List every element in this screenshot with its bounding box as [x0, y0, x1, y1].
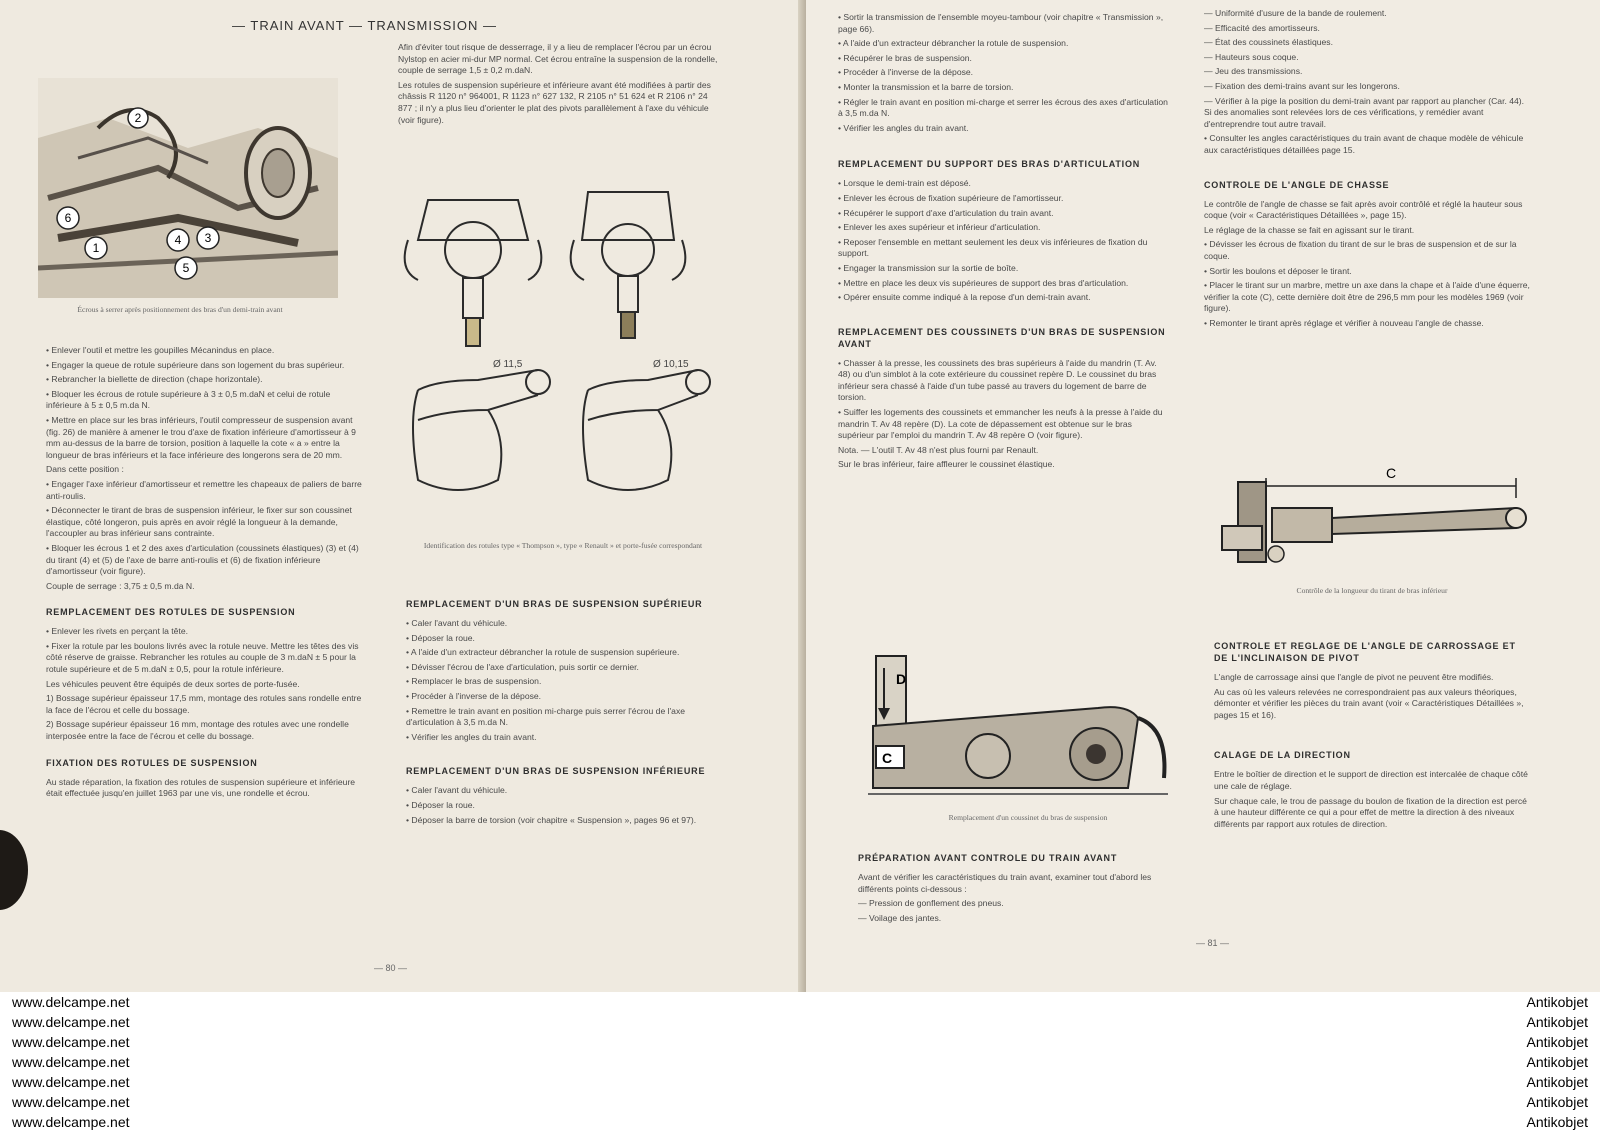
figure4-caption: Contrôle de la longueur du tirant de bras inférieur [1296, 586, 1448, 595]
paragraph: • Enlever l'outil et mettre les goupilles Mécanindus en place. [46, 345, 275, 355]
right-column-3-top [838, 12, 1170, 474]
section-heading: CONTROLE DE L'ANGLE DE CHASSE [1204, 179, 1390, 190]
paragraph: • Consulter les angles caractéristiques du train avant de chaque modèle de véhicule aux caractéristiques détaillées page 15. [1204, 133, 1524, 155]
paragraph: — Hauteurs sous coque. [1204, 51, 1299, 62]
paragraph: • Engager la queue de rotule supérieure dans son logement du bras supérieur. [46, 359, 345, 370]
paragraph: • Sortir la transmission de l'ensemble moyeu-tambour (voir chapitre « Transmission », page 66). [838, 12, 1164, 34]
paragraph: • Engager l'axe inférieur d'amortisseur et remettre les chapeaux de paliers de barre anti-roulis. [46, 478, 362, 501]
fig1-label-6: 6 [64, 211, 72, 225]
right-page [806, 0, 1600, 992]
watermark-line: Antikobjet [1526, 1034, 1588, 1050]
paragraph: — Pression de gonflement des pneus. [858, 898, 1004, 909]
paragraph: Le contrôle de l'angle de chasse se fait après avoir contrôlé et réglé la hauteur sous coque (voir « Caractéristiques Détaillées », page 15). [1204, 198, 1523, 221]
paragraph: — État des coussinets élastiques. [1204, 37, 1333, 48]
paragraph: • Régler le train avant en position mi-charge et serrer les écrous des axes d'articulation à 3,5 m.da N. [838, 96, 1168, 119]
paragraph: • Déposer la roue. [406, 799, 475, 810]
watermark-line: www.delcampe.net [12, 1114, 130, 1130]
paragraph: Dans cette position : [46, 464, 124, 475]
paragraph: • Enlever les axes supérieur et inférieur d'articulation. [838, 222, 1041, 233]
paragraph: • Placer le tirant sur un marbre, mettre un axe dans la chape et à l'aide d'une équerre, vérifier la cote (C), cette dernière doit être de 296,5 mm pour les modèles 1969 (voir figure). [1204, 280, 1530, 314]
paragraph: • Monter la transmission et la barre de torsion. [838, 81, 1014, 92]
watermark-line: Antikobjet [1526, 1094, 1588, 1110]
right-column-3-bottom [858, 852, 1188, 927]
paragraph: — Jeu des transmissions. [1204, 66, 1303, 77]
fig1-label-5: 5 [182, 261, 190, 275]
fig2-label-left: Ø 11,5 [493, 359, 523, 370]
paragraph: • Reposer l'ensemble en mettant seulement les deux vis inférieures de fixation du support. [838, 236, 1148, 259]
watermark-line: www.delcampe.net [12, 1054, 130, 1070]
paragraph: • Sortir les boulons et déposer le tirant. [1204, 265, 1352, 276]
figure3-caption: Remplacement d'un coussinet du bras de suspension [948, 813, 1108, 822]
fig2-label-right: Ø 10,15 [653, 359, 689, 370]
paragraph: • Opérer ensuite comme indiqué à la repose d'un demi-train avant. [838, 292, 1091, 303]
paragraph: • Suiffer les logements des coussinets et emmancher les neufs à la presse à l'aide du mandrin T. Av 48 repère (D). La cote de dépassement est obtenue sur le bras supérieur par l'emploi du mandrin T. Av 48 repère O (voir figure). [838, 407, 1163, 441]
ball-joint-drawing [398, 180, 718, 520]
paragraph: • A l'aide d'un extracteur débrancher la rotule de suspension supérieure. [406, 647, 680, 658]
paragraph: Sur chaque cale, le trou de passage du boulon de fixation de la direction est percé à une hauteur différente ce qui a pour effet de mettre la direction à des niveaux différents par rapport aux rotules de direction. [1214, 795, 1527, 829]
paragraph: Le réglage de la chasse se fait en agissant sur le tirant. [1204, 224, 1415, 235]
paragraph: — Vérifier à la pige la position du demi-train avant par rapport au plancher (Car. 44). Si des anomalies sont relevées lors de ces vérifications, y remédier avant d'entreprendre tout autre travail. [1204, 95, 1525, 129]
section-heading: CONTROLE ET REGLAGE DE L'ANGLE DE CARROSSAGE ET DE L'INCLINAISON DE PIVOT [1214, 641, 1516, 663]
paragraph: • A l'aide d'un extracteur débrancher la rotule de suspension. [838, 38, 1069, 49]
paragraph: — Fixation des demi-trains avant sur les longerons. [1204, 80, 1400, 91]
fig3-label-c: C [882, 750, 893, 766]
paragraph: • Remplacer le bras de suspension. [406, 676, 542, 687]
paragraph: Avant de vérifier les caractéristiques du train avant, examiner tout d'abord les différents points ci-dessous : [858, 872, 1152, 894]
paragraph: L'angle de carrossage ainsi que l'angle de pivot ne peuvent être modifiés. [1214, 672, 1494, 682]
paragraph: Au cas où les valeurs relevées ne correspondraient pas aux valeurs théoriques, démonter et vérifier les pièces du train avant (voir « Caractéristiques Détaillées », pages 15 et 16). [1214, 686, 1524, 720]
page-number: — 80 — [374, 963, 408, 973]
paragraph: Nota. — L'outil T. Av 48 n'est plus fourni par Renault. [838, 444, 1039, 455]
paragraph: • Enlever les écrous de fixation supérieure de l'amortisseur. [838, 192, 1064, 203]
paragraph: Sur le bras inférieur, faire affleurer le coussinet élastique. [838, 459, 1055, 470]
bushing-press-drawing [868, 648, 1188, 806]
watermark-line: www.delcampe.net [12, 1034, 130, 1050]
paragraph: • Chasser à la presse, les coussinets des bras supérieurs à l'aide du mandrin (T. Av. 48) ou d'un simblot à la cote extérieure du coussinet repère D. Le coussinet du bras inférieur sera chassé à l'aide d'un tube passé au travers du logement de barre de torsion. [838, 357, 1157, 403]
fig1-label-2: 2 [134, 111, 142, 125]
paragraph: • Engager la transmission sur la sortie de boîte. [838, 262, 1019, 273]
section-heading: REMPLACEMENT D'UN BRAS DE SUSPENSION SUPÉRIEUR [406, 599, 703, 609]
section-heading: CALAGE DE LA DIRECTION [1214, 750, 1351, 761]
figure2-caption: Identification des rotules type « Thompson », type « Renault » et porte-fusée correspondant [423, 541, 703, 550]
fig3-label-d: D [896, 671, 907, 687]
paragraph: • Procéder à l'inverse de la dépose. [838, 67, 974, 78]
section-heading: REMPLACEMENT DES ROTULES DE SUSPENSION [46, 607, 296, 618]
right-column-4-bottom [1214, 640, 1532, 833]
watermark-line: www.delcampe.net [12, 1074, 130, 1090]
figure1-caption: Écrous à serrer après positionnement des bras d'un demi-train avant [77, 305, 283, 314]
fig1-label-1: 1 [92, 241, 100, 255]
paragraph: • Vérifier les angles du train avant. [838, 122, 969, 133]
section-heading: FIXATION DES ROTULES DE SUSPENSION [46, 757, 258, 768]
watermark-line: www.delcampe.net [12, 994, 130, 1010]
watermark-line: Antikobjet [1526, 1054, 1588, 1070]
paragraph: • Caler l'avant du véhicule. [406, 785, 508, 796]
paragraph: • Mettre en place sur les bras inférieurs, l'outil compresseur de suspension avant (fig. 26) de manière à amener le trou d'axe de fixation inférieure d'amortisseur à 9 mm au-dessus de la barre de torsion, position à laquelle la cote « a » entre la longueur de bras inférieurs et la face inférieure des longerons sera de 20 mm. [46, 414, 356, 460]
watermark-line: www.delcampe.net [12, 1014, 130, 1030]
watermark-left [12, 992, 130, 1132]
suspension-photo [38, 78, 338, 298]
paragraph: 2) Bossage supérieur épaisseur 16 mm, montage des rotules avec une rondelle interposée entre la face de l'écrou et celle du bossage. [46, 719, 349, 742]
binding-shadow [0, 830, 28, 910]
paragraph: Les véhicules peuvent être équipés de deux sortes de porte-fusée. [46, 678, 300, 689]
paragraph: • Lorsque le demi-train est déposé. [838, 178, 971, 189]
paragraph: • Caler l'avant du véhicule. [406, 618, 508, 628]
paragraph: • Remonter le tirant après réglage et vérifier à nouveau l'angle de chasse. [1204, 317, 1484, 328]
watermark-line: Antikobjet [1526, 1014, 1588, 1030]
paragraph: • Rebrancher la biellette de direction (chape horizontale). [46, 374, 263, 385]
paragraph: — Efficacité des amortisseurs. [1204, 22, 1320, 33]
paragraph: • Déposer la roue. [406, 632, 475, 643]
page-number: — 81 — [1196, 938, 1230, 948]
watermark-line: Antikobjet [1526, 1074, 1588, 1090]
paragraph: Afin d'éviter tout risque de desserrage, il y a lieu de remplacer l'écrou par un écrou Nylstop en acier mi-dur MP normal. Cet écrou entraîne la suspension de la rondelle, couple de serrage 1,5 ± 0,2 m.daN. [398, 42, 718, 76]
paragraph: — Uniformité d'usure de la bande de roulement. [1204, 8, 1387, 18]
paragraph: • Enlever les rivets en perçant la tête. [46, 626, 189, 637]
paragraph: • Déposer la barre de torsion (voir chapitre « Suspension », pages 96 et 97). [406, 814, 697, 825]
section-heading: REMPLACEMENT D'UN BRAS DE SUSPENSION INFÉRIEURE [406, 766, 706, 777]
paragraph: • Récupérer le support d'axe d'articulation du train avant. [838, 207, 1054, 218]
paragraph: • Bloquer les écrous de rotule supérieure à 3 ± 0,5 m.daN et celui de rotule inférieure à 5 ± 0,5 m.da N. [46, 388, 331, 411]
left-page [0, 0, 806, 992]
fig1-label-4: 4 [174, 233, 182, 247]
paragraph: Entre le boîtier de direction et le support de direction est intercalée de chaque côté une cale de réglage. [1214, 769, 1528, 791]
paragraph: • Récupérer le bras de suspension. [838, 52, 972, 63]
watermark-line: Antikobjet [1526, 994, 1588, 1010]
section-heading: PRÉPARATION AVANT CONTROLE DU TRAIN AVANT [858, 853, 1118, 863]
paragraph: Au stade réparation, la fixation des rotules de suspension supérieure et inférieure était effectuée jusqu'en juillet 1963 par une vis, une rondelle et écrou. [46, 776, 356, 799]
paragraph: • Dévisser l'écrou de l'axe d'articulation, puis sortir ce dernier. [406, 661, 639, 672]
paragraph: — Voilage des jantes. [858, 912, 942, 923]
right-column-4-top [1204, 8, 1532, 332]
paragraph: 1) Bossage supérieur épaisseur 17,5 mm, montage des rotules sans rondelle entre la face de l'écrou et celle du bossage. [46, 693, 362, 715]
watermark-line: www.delcampe.net [12, 1094, 130, 1110]
paragraph: • Dévisser les écrous de fixation du tirant de sur le bras de suspension et de sur la coque. [1204, 239, 1517, 261]
section-heading: REMPLACEMENT DES COUSSINETS D'UN BRAS DE SUSPENSION AVANT [838, 326, 1166, 349]
paragraph: Les rotules de suspension supérieure et inférieure avant été modifiées à partir des châssis R 1120 n° 964001, R 1123 n° 627 132, R 2105 n° 51 624 et R 2106 n° 24 877 ; il n'y a plus lieu d'orienter le plat des pivots parallèlement à l'axe du véhicule (voir figure). [398, 79, 711, 125]
paragraph: • Remettre le train avant en position mi-charge puis serrer l'écrou de l'axe d'articulation à 3,5 m.da N. [406, 705, 686, 728]
paragraph: • Bloquer les écrous 1 et 2 des axes d'articulation (coussinets élastiques) (3) et (4) du tirant (4) et (5) de l'axe de barre anti-roulis et (6) de fixation inférieure d'amortisseur (voir figure). [46, 542, 359, 577]
watermark-right [1527, 992, 1588, 1132]
page-header: — TRAIN AVANT — TRANSMISSION — [232, 18, 498, 33]
left-column-2-top [398, 42, 720, 129]
fig4-label-c: C [1386, 465, 1397, 481]
paragraph: • Déconnecter le tirant de bras de suspension inférieur, le fixer sur son coussinet élastique, côté longeron, puis après en avoir réglé la longueur à la demande, l'accoupler au bras inférieur sans contrainte. [46, 505, 352, 539]
section-heading: REMPLACEMENT DU SUPPORT DES BRAS D'ARTICULATION [838, 159, 1141, 170]
paragraph: • Vérifier les angles du train avant. [406, 731, 537, 742]
fig1-label-3: 3 [204, 231, 212, 245]
watermark-line: Antikobjet [1526, 1114, 1588, 1130]
paragraph: • Fixer la rotule par les boulons livrés avec la rotule neuve. Mettre les têtes des vis côté réserve de graisse. Rebrancher les rotules au couple de 3 m.daN ± 5 pour la rotule supérieure et de 5 m.daN ± 0,5, pour la rotule inférieure. [46, 640, 359, 675]
paragraph: Couple de serrage : 3,75 ± 0,5 m.da N. [46, 580, 195, 591]
left-column-1 [46, 345, 364, 803]
paragraph: • Procéder à l'inverse de la dépose. [406, 690, 542, 701]
tie-rod-gauge-drawing [1216, 462, 1536, 582]
paragraph: • Mettre en place les deux vis supérieures de support des bras d'articulation. [838, 277, 1129, 288]
left-column-2-bottom [406, 598, 716, 829]
